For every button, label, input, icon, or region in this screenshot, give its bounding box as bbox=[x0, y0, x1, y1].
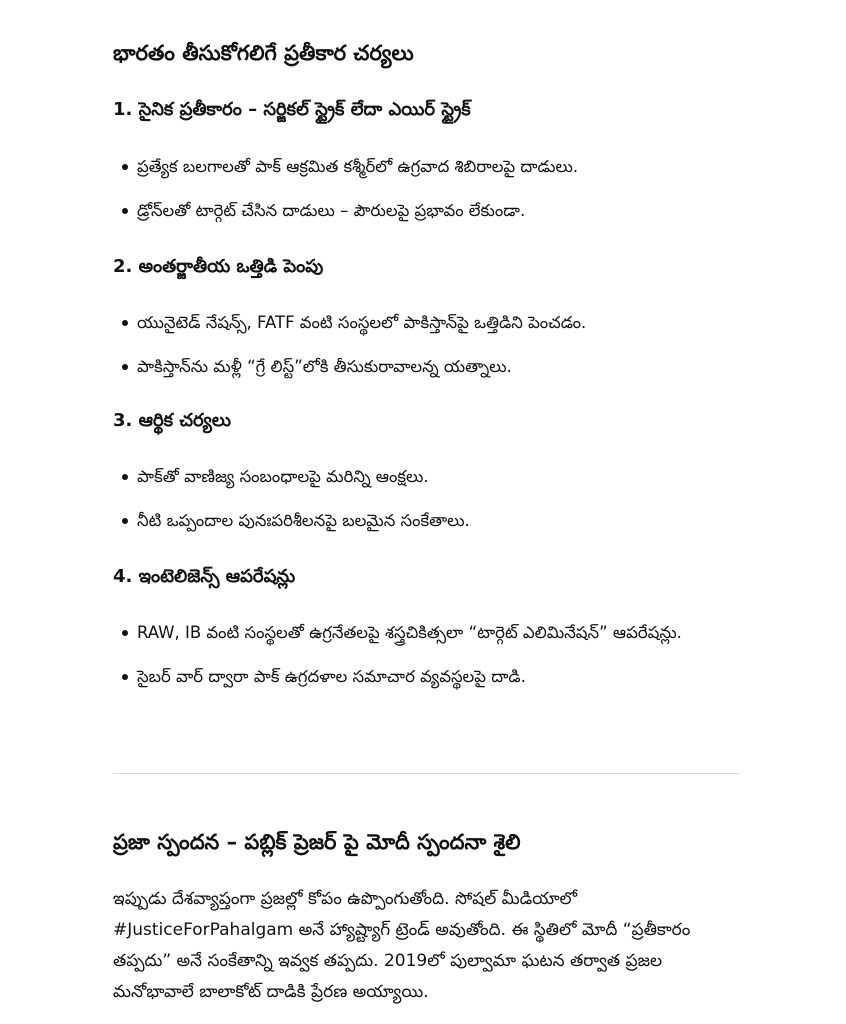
section-divider bbox=[113, 773, 739, 774]
list-item: డ్రోన్‌లతో టార్గెట్ చేసిన దాడులు – పౌరులపై ప్రభావం లేకుండా. bbox=[113, 196, 739, 225]
list-item: యునైటెడ్ నేషన్స్, FATF వంటి సంస్థలలో పాకిస్తాన్‌పై ఒత్తిడిని పెంచడం. bbox=[113, 308, 739, 337]
list-item: RAW, IB వంటి సంస్థలతో ఉగ్రనేతలపై శస్త్రచికిత్సలా “టార్గెట్ ఎలిమినేషన్” ఆపరేషన్లు. bbox=[113, 618, 739, 647]
page-title: భారతం తీసుకోగలిగే ప్రతీకార చర్యలు bbox=[113, 41, 414, 65]
bullet-list-intelligence bbox=[113, 618, 739, 706]
section-title-public-response: ప్రజా స్పందన – పబ్లిక్ ప్రెజర్ పై మోదీ స్పందనా శైలి bbox=[113, 830, 521, 854]
list-item: పాక్‌తో వాణిజ్య సంబంధాలపై మరిన్ని ఆంక్షలు. bbox=[113, 462, 739, 491]
bullet-list-international bbox=[113, 308, 739, 396]
section-heading-intelligence: 4. ఇంటెలిజెన్స్ ఆపరేషన్లు bbox=[113, 566, 296, 587]
list-item: పాకిస్తాన్‌ను మళ్లీ “గ్రే లిస్ట్”లోకి తీసుకురావాలన్న యత్నాలు. bbox=[113, 352, 739, 381]
section-heading-military: 1. సైనిక ప్రతీకారం – సర్జికల్ స్ట్రైక్ లేదా ఎయిర్ స్ట్రైక్ bbox=[113, 99, 471, 120]
bullet-list-military bbox=[113, 152, 739, 240]
section-heading-international: 2. అంతర్జాతీయ ఒత్తిడి పెంపు bbox=[113, 256, 324, 277]
section-heading-economic: 3. ఆర్థిక చర్యలు bbox=[113, 410, 231, 431]
list-item: నీటి ఒప్పందాల పునఃపరిశీలనపై బలమైన సంకేతాలు. bbox=[113, 506, 739, 535]
list-item: ప్రత్యేక బలగాలతో పాక్ ఆక్రమిత కశ్మీర్‌లో ఉగ్రవాద శిబిరాలపై దాడులు. bbox=[113, 152, 739, 181]
list-item: సైబర్ వార్ ద్వారా పాక్ ఉగ్రదళాల సమాచార వ్యవస్థలపై దాడి. bbox=[113, 662, 739, 691]
bullet-list-economic bbox=[113, 462, 739, 550]
body-paragraph: ఇప్పుడు దేశవ్యాప్తంగా ప్రజల్లో కోపం ఉప్పొంగుతోంది. సోషల్ మీడియాలో #JusticeForPahalgam అనే హ్యాష్ట్యాగ్ ట్రెండ్ అవుతోంది. ఈ స్థితిలో మోదీ “ప్రతీకారం తప్పదు” అనే సంకేతాన్ని ఇవ్వక తప్పదు. 2019లో పుల్వామా ఘటన తర్వాత ప్రజల మనోభావాలే బాలాకోట్ దాడికి ప్రేరణ అయ్యాయి. bbox=[113, 889, 691, 1002]
